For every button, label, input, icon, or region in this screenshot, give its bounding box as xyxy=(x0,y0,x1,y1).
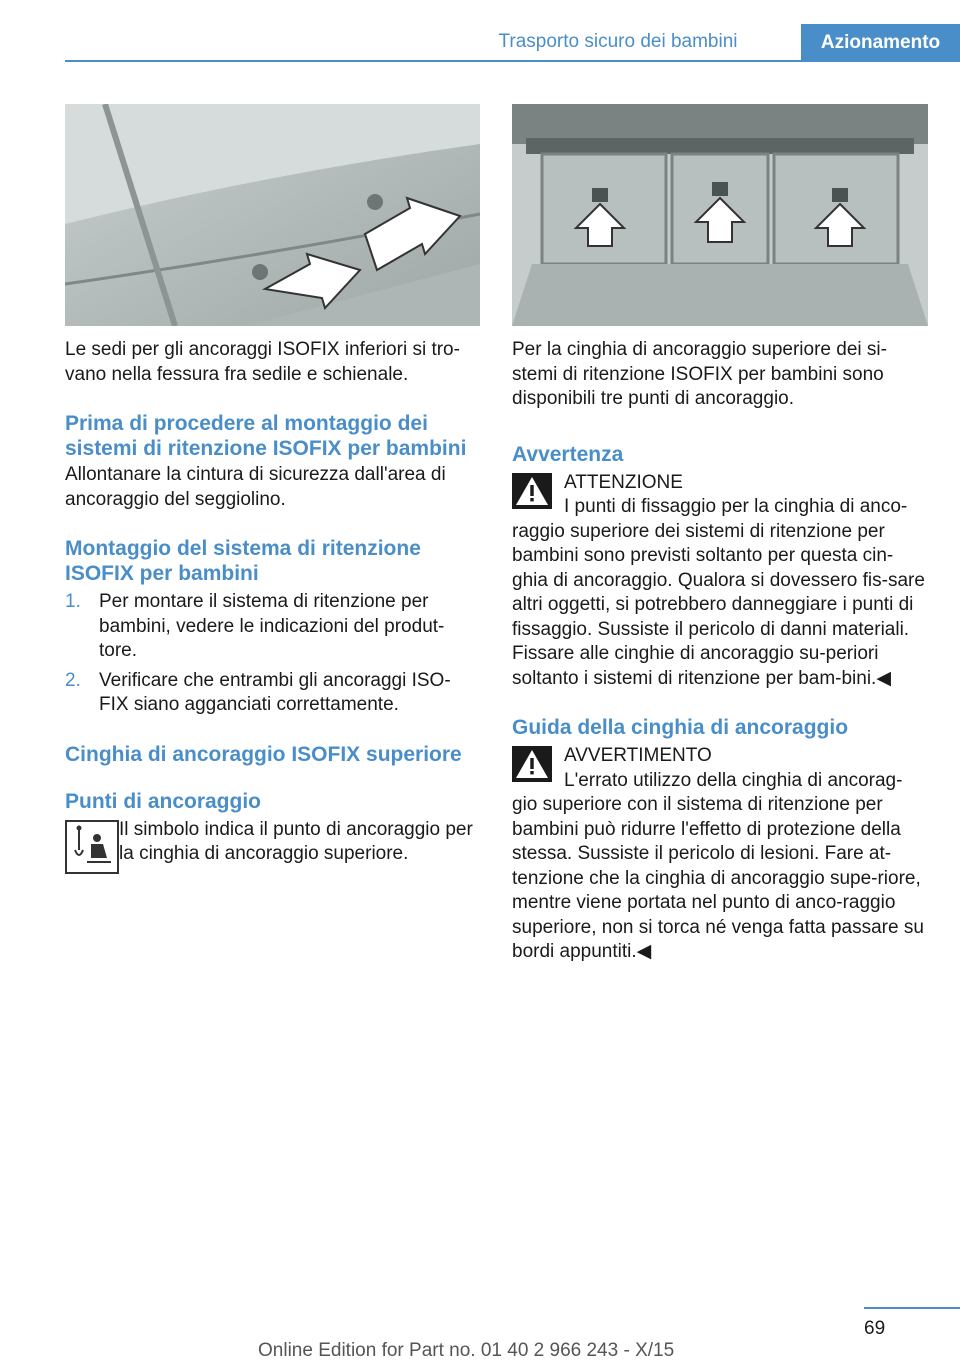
heading-top-tether: Cinghia di ancoraggio ISOFIX superiore xyxy=(65,742,462,766)
warning-title: ATTENZIONE xyxy=(564,471,683,493)
heading-anchor-points: Punti di ancoraggio xyxy=(65,789,262,813)
heading-notice: Avvertenza xyxy=(512,442,624,466)
mounting-steps xyxy=(65,590,480,718)
warning-text: gio superiore con il sistema di ritenzione per bambini può ridurre l'effetto di protezione della stessa. Sussiste il pericolo di lesioni. Fare at‐tenzione che la cinghia di ancoraggio supe‐riore, mentre viene portata nel punto di anco‐raggio superiore, non si torca né venga fatta passare su bordi appuntiti.◀ xyxy=(512,794,924,962)
page-header xyxy=(65,24,960,62)
isofix-lower-anchors-photo xyxy=(65,104,480,326)
symbol-description: Il simbolo indica il punto di ancoraggio per la cinghia di ancoraggio superiore. xyxy=(119,818,473,864)
right-column xyxy=(512,104,928,965)
warning-text-first: L'errato utilizzo della cinghia di ancorag‐ xyxy=(564,769,903,791)
header-chapter-tab: Azionamento xyxy=(801,24,960,62)
warning-triangle-icon xyxy=(512,746,552,782)
heading-mounting: Montaggio del sistema di ritenzione ISOFIX per bambini xyxy=(65,537,421,585)
step-number: 1. xyxy=(65,591,81,612)
header-section-title: Trasporto sicuro dei bambini xyxy=(498,31,738,52)
warning-text: raggio superiore dei sistemi di ritenzione per bambini sono previsti soltanto per questa cin‐ghia di ancoraggio. Qualora si dovessero fis‐sare altri oggetti, si potrebbero danneggiare i punti di fissaggio. Sussiste il pericolo di danni materiali. Fissare alle cinghie di ancoraggio su‐periori soltanto i sistemi di ritenzione per bam‐bini.◀ xyxy=(512,520,925,689)
left-photo-caption: Le sedi per gli ancoraggi ISOFIX inferiori si tro‐vano nella fessura fra sedile e schienale. xyxy=(65,339,460,385)
step-number: 2. xyxy=(65,669,81,691)
warning-alert xyxy=(512,744,928,965)
page-number: 69 xyxy=(864,1318,886,1339)
warning-text-first: I punti di fissaggio per la cinghia di anco‐ xyxy=(564,496,908,517)
warning-title: AVVERTIMENTO xyxy=(564,745,712,766)
step-text: Per montare il sistema di ritenzione per bambini, vedere le indicazioni del produt‐tore. xyxy=(99,591,445,661)
isofix-anchor-symbol-icon xyxy=(65,820,119,874)
list-item xyxy=(65,669,480,718)
right-photo-caption: Per la cinghia di ancoraggio superiore dei si‐stemi di ritenzione ISOFIX per bambini sono disponibili tre punti di ancoraggio. xyxy=(512,339,887,409)
heading-guide: Guida della cinghia di ancoraggio xyxy=(512,716,849,739)
before-mounting-text: Allontanare la cintura di sicurezza dall'area di ancoraggio del seggiolino. xyxy=(65,464,446,510)
heading-before-mounting: Prima di procedere al montaggio dei sistemi di ritenzione ISOFIX per bambini xyxy=(65,412,467,460)
isofix-top-anchors-photo xyxy=(512,104,928,326)
warning-triangle-icon xyxy=(512,473,552,509)
warning-caution xyxy=(512,471,928,692)
list-item xyxy=(65,590,480,664)
footer-rule xyxy=(864,1307,960,1309)
left-column xyxy=(65,104,480,874)
symbol-explanation xyxy=(65,818,480,874)
header-rule xyxy=(65,60,960,62)
step-text: Verificare che entrambi gli ancoraggi ISO‐FIX siano agganciati correttamente. xyxy=(99,669,451,715)
edition-note: Online Edition for Part no. 01 40 2 966 243 - X/15 xyxy=(258,1340,675,1361)
